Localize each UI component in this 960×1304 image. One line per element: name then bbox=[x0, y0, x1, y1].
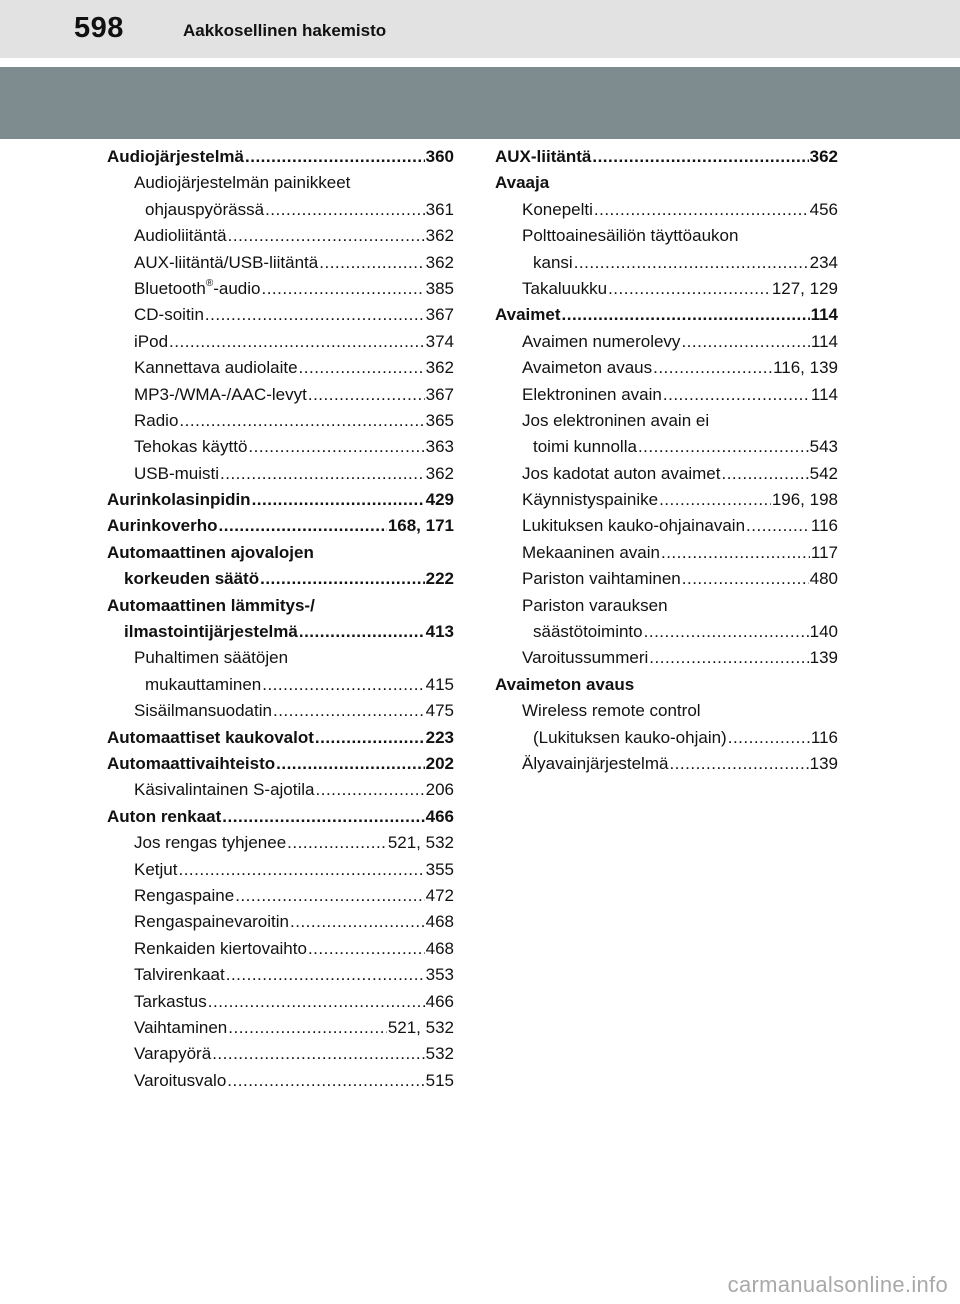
dot-leader bbox=[219, 513, 387, 539]
index-entry bbox=[107, 302, 454, 328]
entry-page-ref: 114 bbox=[810, 331, 838, 351]
registered-mark: ® bbox=[205, 277, 214, 289]
entry-page-ref: 234 bbox=[809, 252, 838, 272]
entry-label: Automaattivaihteisto bbox=[107, 753, 276, 773]
dot-leader bbox=[308, 382, 425, 408]
dot-leader bbox=[260, 566, 425, 592]
dot-leader bbox=[594, 197, 809, 223]
entry-label: Aurinkoverho bbox=[107, 516, 218, 536]
dot-leader bbox=[653, 355, 772, 381]
dot-leader bbox=[208, 989, 425, 1015]
entry-page-ref: 543 bbox=[809, 437, 838, 457]
entry-page-ref: 385 bbox=[425, 278, 454, 298]
dot-leader bbox=[228, 223, 425, 249]
dot-leader bbox=[299, 355, 425, 381]
index-entry bbox=[107, 777, 454, 803]
entry-label: korkeuden säätö bbox=[124, 569, 260, 589]
index-entry bbox=[107, 698, 454, 724]
entry-page-ref: 413 bbox=[425, 622, 454, 642]
index-entry bbox=[495, 250, 838, 276]
entry-page-ref: 140 bbox=[809, 622, 838, 642]
index-entry bbox=[107, 382, 454, 408]
index-entry bbox=[495, 619, 838, 645]
dot-leader bbox=[682, 566, 809, 592]
dot-leader bbox=[222, 804, 424, 830]
dot-leader bbox=[261, 276, 424, 302]
entry-page-ref: 353 bbox=[425, 965, 454, 985]
index-entry bbox=[495, 751, 838, 777]
index-entry bbox=[495, 382, 838, 408]
index-entry bbox=[495, 513, 838, 539]
entry-label: USB-muisti bbox=[134, 463, 220, 483]
dot-leader bbox=[205, 302, 425, 328]
entry-page-ref: 139 bbox=[809, 753, 838, 773]
dot-leader bbox=[227, 1068, 424, 1094]
entry-label: Käynnistyspainike bbox=[522, 490, 659, 510]
entry-label: Avaimet bbox=[495, 305, 561, 325]
entry-label: CD-soitin bbox=[134, 305, 204, 325]
entry-label: Kannettava audiolaite bbox=[134, 358, 298, 378]
entry-page-ref: 206 bbox=[425, 780, 454, 800]
dot-leader bbox=[319, 250, 424, 276]
dot-leader bbox=[592, 144, 808, 170]
entry-label: Pariston varauksen bbox=[522, 595, 668, 615]
index-entry bbox=[495, 223, 838, 249]
index-entry bbox=[107, 566, 454, 592]
entry-label: Talvirenkaat bbox=[134, 965, 225, 985]
entry-label: Bluetooth®-audio bbox=[134, 277, 261, 298]
dot-leader bbox=[638, 434, 809, 460]
index-entry bbox=[107, 909, 454, 935]
entry-label: AUX-liitäntä bbox=[495, 147, 592, 166]
index-entry bbox=[107, 197, 454, 223]
entry-page-ref: 196, 198 bbox=[771, 490, 838, 510]
index-entry bbox=[495, 645, 838, 671]
entry-label: MP3-/WMA-/AAC-levyt bbox=[134, 384, 307, 404]
index-entry bbox=[107, 355, 454, 381]
entry-label: Elektroninen avain bbox=[522, 384, 662, 404]
index-entry bbox=[107, 170, 454, 196]
entry-label: Polttoainesäiliön täyttöaukon bbox=[522, 226, 739, 246]
dot-leader bbox=[746, 513, 810, 539]
index-entry bbox=[107, 276, 454, 302]
index-entry bbox=[107, 144, 454, 170]
index-entry bbox=[495, 698, 838, 724]
entry-page-ref: 355 bbox=[425, 859, 454, 879]
dot-leader bbox=[669, 751, 808, 777]
index-entry bbox=[495, 197, 838, 223]
entry-label: Jos elektroninen avain ei bbox=[522, 410, 710, 430]
index-entry bbox=[495, 461, 838, 487]
dot-leader bbox=[252, 487, 425, 513]
entry-label: Konepelti bbox=[522, 199, 593, 219]
index-entry bbox=[107, 883, 454, 909]
dot-leader bbox=[178, 857, 424, 883]
index-entry bbox=[495, 276, 838, 302]
index-entry bbox=[107, 1015, 454, 1041]
index-entry bbox=[107, 1068, 454, 1094]
entry-label: Sisäilmansuodatin bbox=[134, 701, 272, 721]
entry-label: Varapyörä bbox=[134, 1044, 212, 1064]
index-entry bbox=[107, 725, 454, 751]
index-entry bbox=[107, 619, 454, 645]
dot-leader bbox=[265, 197, 425, 223]
entry-label: Lukituksen kauko-ohjainavain bbox=[522, 516, 746, 536]
dot-leader bbox=[287, 830, 387, 856]
entry-label: Automaattiset kaukovalot bbox=[107, 727, 314, 747]
entry-page-ref: 472 bbox=[425, 885, 454, 905]
entry-page-ref: 468 bbox=[425, 938, 454, 958]
index-entry bbox=[495, 593, 838, 619]
index-entry bbox=[107, 962, 454, 988]
entry-label: (Lukituksen kauko-ohjain) bbox=[533, 727, 727, 747]
entry-label: Varoitussummeri bbox=[522, 648, 649, 668]
entry-page-ref: 480 bbox=[809, 569, 838, 589]
entry-page-ref: 360 bbox=[425, 147, 454, 166]
index-entry bbox=[107, 936, 454, 962]
index-entry bbox=[495, 434, 838, 460]
entry-page-ref: 415 bbox=[425, 674, 454, 694]
entry-label: Radio bbox=[134, 410, 179, 430]
index-entry bbox=[107, 408, 454, 434]
entry-label: toimi kunnolla bbox=[533, 437, 637, 457]
entry-label: Audiojärjestelmä bbox=[107, 147, 244, 166]
entry-label: Varoitusvalo bbox=[134, 1070, 227, 1090]
index-entry bbox=[107, 830, 454, 856]
entry-label: säästötoiminto bbox=[533, 622, 643, 642]
entry-label: Aurinkolasinpidin bbox=[107, 490, 251, 510]
entry-page-ref: 114 bbox=[810, 305, 838, 325]
entry-page-ref: 362 bbox=[425, 226, 454, 246]
entry-label: Avaimeton avaus bbox=[522, 358, 653, 378]
index-entry bbox=[495, 329, 838, 355]
entry-page-ref: 223 bbox=[425, 727, 454, 747]
dot-leader bbox=[179, 408, 424, 434]
index-entry bbox=[495, 170, 838, 196]
entry-page-ref: 116, 139 bbox=[773, 358, 838, 378]
entry-label: Tarkastus bbox=[134, 991, 207, 1011]
entry-page-ref: 362 bbox=[425, 463, 454, 483]
index-entry bbox=[495, 355, 838, 381]
index-entry bbox=[495, 566, 838, 592]
index-column-right bbox=[495, 144, 838, 777]
index-entry bbox=[495, 408, 838, 434]
dot-leader bbox=[562, 302, 810, 328]
index-entry bbox=[107, 989, 454, 1015]
index-entry bbox=[107, 672, 454, 698]
dot-leader bbox=[721, 461, 808, 487]
entry-page-ref: 367 bbox=[425, 305, 454, 325]
entry-label: Automaattinen ajovalojen bbox=[107, 542, 314, 562]
entry-label: Pariston vaihtaminen bbox=[522, 569, 681, 589]
entry-label: Audioliitäntä bbox=[134, 226, 227, 246]
index-column-left bbox=[107, 144, 454, 1094]
dot-leader bbox=[661, 540, 810, 566]
entry-page-ref: 114 bbox=[810, 384, 838, 404]
entry-label: Takaluukku bbox=[522, 278, 608, 298]
entry-page-ref: 116 bbox=[810, 727, 838, 747]
entry-page-ref: 127, 129 bbox=[771, 278, 838, 298]
section-band bbox=[0, 67, 960, 139]
entry-label: Audiojärjestelmän painikkeet bbox=[134, 173, 351, 193]
entry-label: Ketjut bbox=[134, 859, 178, 879]
dot-leader bbox=[276, 751, 424, 777]
dot-leader bbox=[220, 461, 425, 487]
header-bar bbox=[0, 0, 960, 58]
page-number: 598 bbox=[74, 12, 124, 44]
dot-leader bbox=[248, 434, 424, 460]
index-entry bbox=[107, 250, 454, 276]
entry-label: AUX-liitäntä/USB-liitäntä bbox=[134, 252, 319, 272]
entry-page-ref: 367 bbox=[425, 384, 454, 404]
entry-label: Wireless remote control bbox=[522, 701, 701, 721]
index-entry bbox=[107, 857, 454, 883]
entry-label: Renkaiden kiertovaihto bbox=[134, 938, 307, 958]
entry-label: iPod bbox=[134, 331, 169, 351]
dot-leader bbox=[316, 777, 425, 803]
entry-page-ref: 362 bbox=[425, 358, 454, 378]
entry-page-ref: 521, 532 bbox=[387, 833, 454, 853]
dot-leader bbox=[226, 962, 425, 988]
index-entry bbox=[107, 329, 454, 355]
index-entry bbox=[107, 223, 454, 249]
index-entry bbox=[107, 751, 454, 777]
entry-page-ref: 139 bbox=[809, 648, 838, 668]
dot-leader bbox=[649, 645, 808, 671]
entry-label: Älyavainjärjestelmä bbox=[522, 753, 669, 773]
entry-page-ref: 374 bbox=[425, 331, 454, 351]
entry-label: Rengaspainevaroitin bbox=[134, 912, 289, 932]
dot-leader bbox=[315, 725, 425, 751]
entry-page-ref: 456 bbox=[809, 199, 838, 219]
entry-label: Mekaaninen avain bbox=[522, 542, 660, 562]
dot-leader bbox=[308, 936, 425, 962]
entry-label: kansi bbox=[533, 252, 573, 272]
entry-page-ref: 365 bbox=[425, 410, 454, 430]
dot-leader bbox=[644, 619, 809, 645]
dot-leader bbox=[608, 276, 771, 302]
index-entry bbox=[495, 487, 838, 513]
entry-page-ref: 468 bbox=[425, 912, 454, 932]
index-entry bbox=[107, 1041, 454, 1067]
entry-page-ref: 515 bbox=[425, 1070, 454, 1090]
entry-label: ohjauspyörässä bbox=[145, 199, 265, 219]
entry-label: Vaihtaminen bbox=[134, 1017, 228, 1037]
entry-page-ref: 362 bbox=[425, 252, 454, 272]
entry-label: Avaaja bbox=[495, 173, 550, 193]
entry-label: Avaimeton avaus bbox=[495, 674, 635, 694]
index-entry bbox=[107, 540, 454, 566]
entry-page-ref: 429 bbox=[425, 490, 454, 510]
entry-page-ref: 475 bbox=[425, 701, 454, 721]
entry-page-ref: 117 bbox=[810, 542, 838, 562]
entry-page-ref: 363 bbox=[425, 437, 454, 457]
entry-label: mukauttaminen bbox=[145, 674, 262, 694]
index-entry bbox=[107, 434, 454, 460]
dot-leader bbox=[262, 672, 424, 698]
index-entry bbox=[495, 144, 838, 170]
index-entry bbox=[495, 725, 838, 751]
dot-leader bbox=[245, 144, 425, 170]
entry-label: Auton renkaat bbox=[107, 806, 222, 826]
index-entry bbox=[107, 461, 454, 487]
entry-page-ref: 542 bbox=[809, 463, 838, 483]
entry-page-ref: 521, 532 bbox=[387, 1017, 454, 1037]
index-entry bbox=[495, 302, 838, 328]
entry-label: Rengaspaine bbox=[134, 885, 235, 905]
entry-page-ref: 532 bbox=[425, 1044, 454, 1064]
index-entry bbox=[107, 645, 454, 671]
entry-label: Puhaltimen säätöjen bbox=[134, 648, 289, 668]
entry-page-ref: 466 bbox=[425, 806, 454, 826]
dot-leader bbox=[212, 1041, 424, 1067]
entry-label: Jos kadotat auton avaimet bbox=[522, 463, 721, 483]
entry-page-ref: 202 bbox=[425, 753, 454, 773]
dot-leader bbox=[169, 329, 425, 355]
entry-label: Avaimen numerolevy bbox=[522, 331, 681, 351]
dot-leader bbox=[663, 382, 810, 408]
dot-leader bbox=[299, 619, 425, 645]
dot-leader bbox=[273, 698, 425, 724]
entry-label: Tehokas käyttö bbox=[134, 437, 248, 457]
entry-page-ref: 168, 171 bbox=[387, 516, 454, 536]
dot-leader bbox=[235, 883, 424, 909]
entry-label: ilmastointijärjestelmä bbox=[124, 622, 298, 642]
dot-leader bbox=[728, 725, 810, 751]
entry-page-ref: 222 bbox=[425, 569, 454, 589]
dot-leader bbox=[290, 909, 425, 935]
index-entry bbox=[107, 804, 454, 830]
page-title: Aakkosellinen hakemisto bbox=[183, 21, 387, 40]
entry-label: Jos rengas tyhjenee bbox=[134, 833, 287, 853]
entry-page-ref: 116 bbox=[810, 516, 838, 536]
index-entry bbox=[107, 593, 454, 619]
dot-leader bbox=[681, 329, 809, 355]
index-entry bbox=[495, 672, 838, 698]
index-entry bbox=[107, 487, 454, 513]
dot-leader bbox=[574, 250, 809, 276]
entry-page-ref: 361 bbox=[425, 199, 454, 219]
entry-page-ref: 466 bbox=[425, 991, 454, 1011]
dot-leader bbox=[228, 1015, 387, 1041]
entry-page-ref: 362 bbox=[809, 147, 838, 166]
entry-label: Käsivalintainen S-ajotila bbox=[134, 780, 315, 800]
watermark: carmanualsonline.info bbox=[727, 1272, 948, 1297]
dot-leader bbox=[659, 487, 771, 513]
index-entry bbox=[107, 513, 454, 539]
index-entry bbox=[495, 540, 838, 566]
entry-label: Automaattinen lämmitys-/ bbox=[107, 595, 315, 615]
